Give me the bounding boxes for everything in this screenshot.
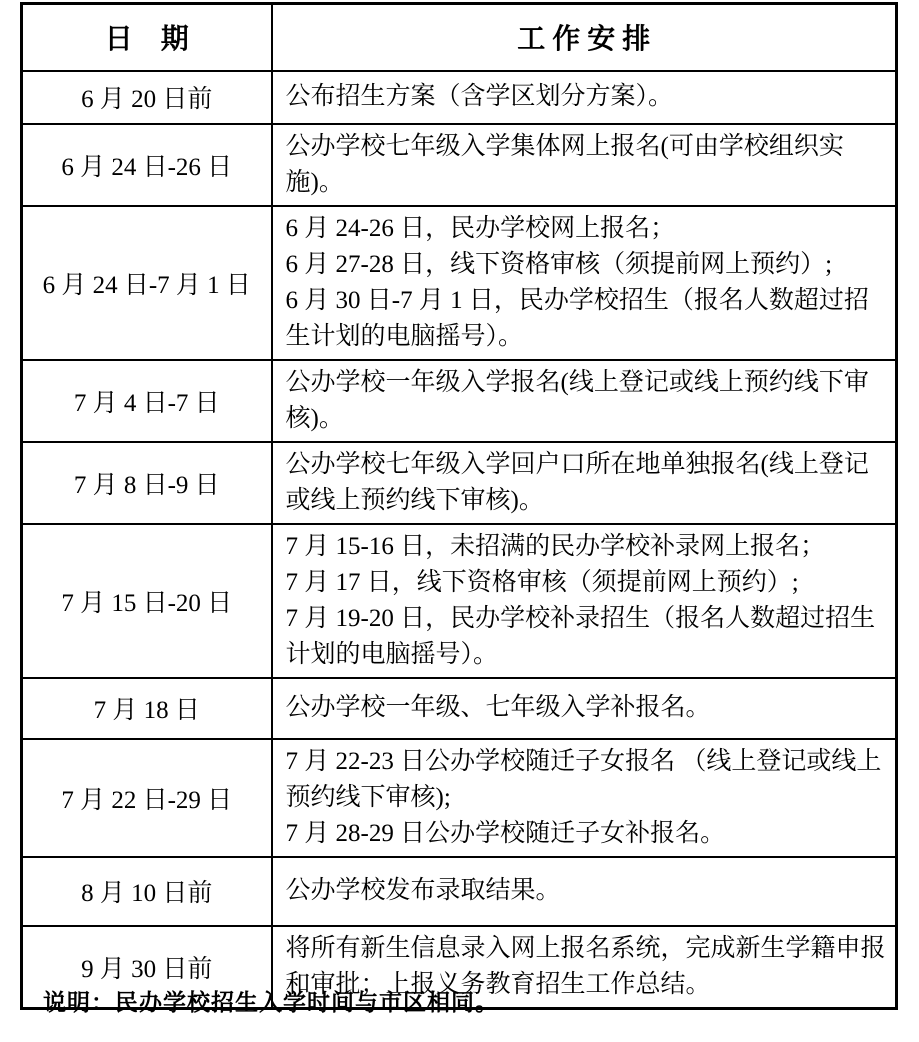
work-item: 公办学校一年级、七年级入学补报名。	[285, 694, 711, 721]
work-item: 公布招生方案（含学区划分方案）。	[285, 83, 674, 110]
date-cell: 7 月 22 日-29 日	[22, 739, 272, 857]
work-item: 将所有新生信息录入网上报名系统，完成新生学籍申报和审批；上报义务教育招生工作总结。	[285, 934, 886, 998]
work-cell	[272, 524, 897, 678]
work-cell	[272, 71, 897, 124]
work-item: 公办学校七年级入学集体网上报名(可由学校组织实施)。	[285, 132, 844, 196]
date-cell: 6 月 24 日-26 日	[22, 124, 272, 206]
work-item: 7 月 15-16 日，未招满的民办学校补录网上报名；	[285, 532, 826, 560]
work-item: 6 月 30 日-7 月 1 日，民办学校招生（报名人数超过招生计划的电脑摇号）。	[285, 286, 869, 350]
work-item: 7 月 28-29 日公办学校随迁子女补报名。	[285, 819, 726, 847]
work-cell	[272, 360, 897, 442]
date-cell: 7 月 4 日-7 日	[22, 360, 272, 442]
work-item: 6 月 24-26 日，民办学校网上报名；	[285, 214, 676, 242]
work-cell	[272, 206, 897, 360]
enrollment-schedule-table	[20, 2, 898, 1010]
header-date-column: 日 期	[22, 4, 272, 71]
table-header-row	[22, 4, 897, 71]
date-cell: 7 月 18 日	[22, 678, 272, 739]
date-cell: 8 月 10 日前	[22, 857, 272, 926]
work-item: 7 月 22-23 日公办学校随迁子女报名 （线上登记或线上预约线下审核);	[285, 747, 882, 811]
table-row	[22, 360, 897, 442]
table-row	[22, 206, 897, 360]
work-item: 7 月 17 日，线下资格审核（须提前网上预约）;	[285, 568, 799, 596]
work-item: 公办学校发布录取结果。	[285, 877, 561, 904]
date-cell: 6 月 24 日-7 月 1 日	[22, 206, 272, 360]
work-item: 6 月 27-28 日，线下资格审核（须提前网上预约）;	[285, 250, 833, 278]
date-cell: 9 月 30 日前	[22, 926, 272, 1009]
table-row	[22, 124, 897, 206]
table-row	[22, 524, 897, 678]
table-row	[22, 678, 897, 739]
table-row	[22, 71, 897, 124]
work-item: 7 月 19-20 日，民办学校补录招生（报名人数超过招生计划的电脑摇号）。	[285, 604, 876, 668]
work-cell	[272, 739, 897, 857]
table-row	[22, 739, 897, 857]
table-row	[22, 442, 897, 524]
work-cell	[272, 442, 897, 524]
work-item: 公办学校七年级入学回户口所在地单独报名(线上登记或线上预约线下审核)。	[285, 450, 869, 514]
work-cell	[272, 678, 897, 739]
date-cell: 6 月 20 日前	[22, 71, 272, 124]
work-cell	[272, 857, 897, 926]
work-item: 公办学校一年级入学报名(线上登记或线上预约线下审核)。	[285, 368, 869, 432]
footnote: 说明：民办学校招生入学时间与市区相同。	[43, 990, 499, 1015]
date-cell: 7 月 8 日-9 日	[22, 442, 272, 524]
table-row	[22, 857, 897, 926]
work-cell	[272, 124, 897, 206]
date-cell: 7 月 15 日-20 日	[22, 524, 272, 678]
header-work-column: 工 作 安 排	[272, 4, 897, 71]
